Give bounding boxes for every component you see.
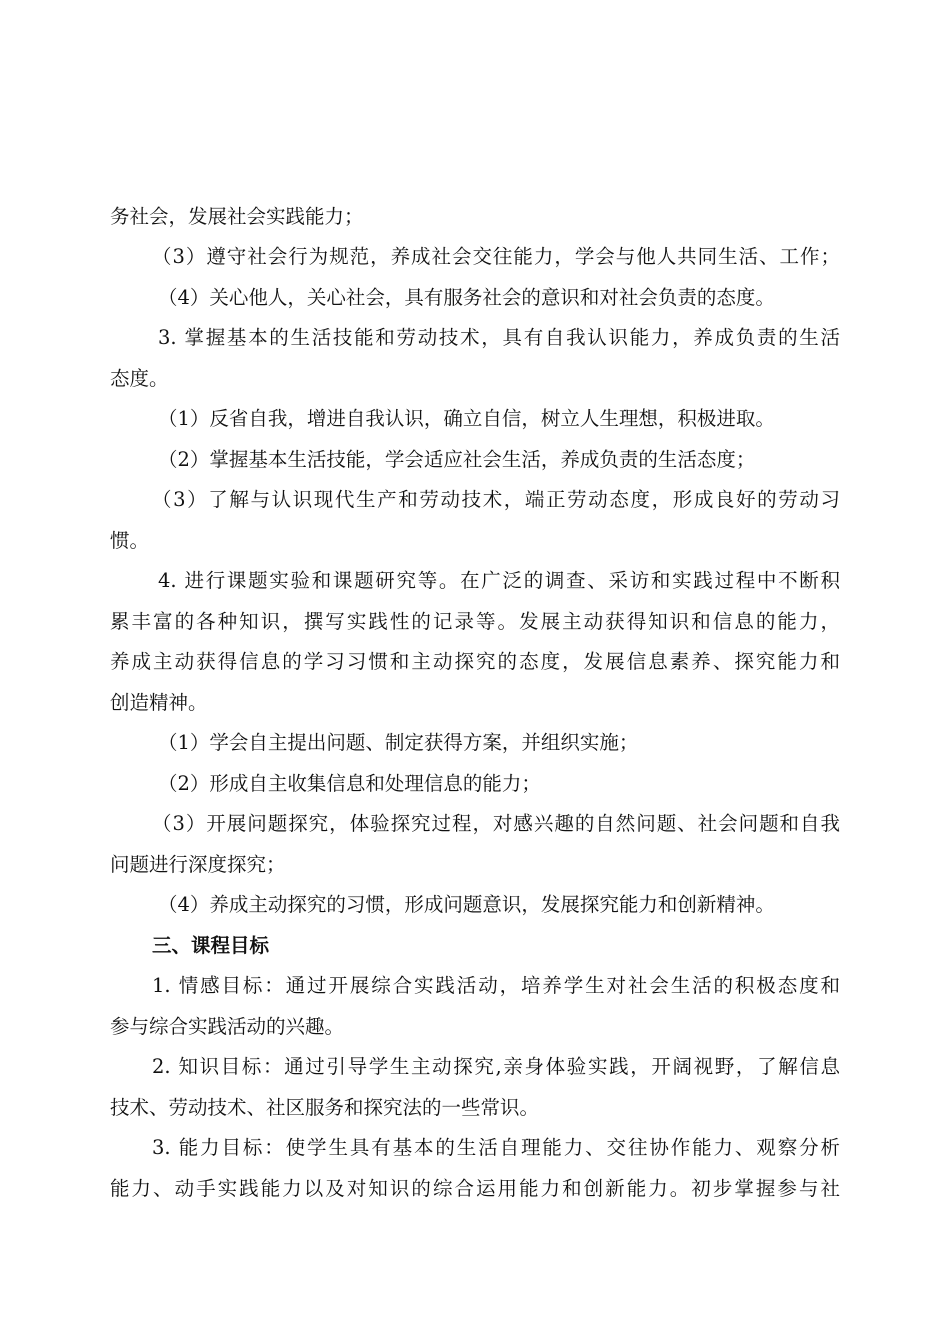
- paragraph-line: 问题进行深度探究；: [110, 853, 286, 876]
- paragraph-line: 创造精神。: [110, 691, 208, 714]
- paragraph-line: 累丰富的各种知识，撰写实践性的记录等。发展主动获得知识和信息的能力，: [110, 610, 840, 633]
- list-item-line: （1）反省自我，增进自我认识，确立自信，树立人生理想，积极进取。: [158, 407, 775, 430]
- list-item-line: （4）养成主动探究的习惯，形成问题意识，发展探究能力和创新精神。: [158, 893, 775, 916]
- paragraph-line: 1. 情感目标：通过开展综合实践活动，培养学生对社会生活的积极态度和: [152, 974, 840, 997]
- section-heading: 三、课程目标: [152, 934, 270, 957]
- paragraph-line: 务社会，发展社会实践能力；: [110, 205, 364, 228]
- paragraph-line: 3. 掌握基本的生活技能和劳动技术，具有自我认识能力，养成负责的生活: [158, 326, 840, 349]
- paragraph-line: 养成主动获得信息的学习习惯和主动探究的态度，发展信息素养、探究能力和: [110, 650, 840, 673]
- paragraph-line: 2. 知识目标：通过引导学生主动探究,亲身体验实践，开阔视野，了解信息: [152, 1055, 840, 1078]
- paragraph-line: 技术、劳动技术、社区服务和探究法的一些常识。: [110, 1096, 540, 1119]
- list-item-line: （2）掌握基本生活技能，学会适应社会生活，养成负责的生活态度；: [158, 448, 756, 471]
- paragraph-line: 3. 能力目标：使学生具有基本的生活自理能力、交往协作能力、观察分析: [152, 1136, 840, 1159]
- paragraph-line: 4. 进行课题实验和课题研究等。在广泛的调查、采访和实践过程中不断积: [158, 569, 840, 592]
- list-item-line: （3）开展问题探究，体验探究过程，对感兴趣的自然问题、社会问题和自我: [152, 812, 840, 835]
- list-item-line: （3）了解与认识现代生产和劳动技术，端正劳动态度，形成良好的劳动习: [152, 488, 840, 511]
- paragraph-line: 惯。: [110, 529, 150, 552]
- list-item-line: （4）关心他人，关心社会，具有服务社会的意识和对社会负责的态度。: [158, 286, 775, 309]
- list-item-line: （2）形成自主收集信息和处理信息的能力；: [158, 772, 541, 795]
- list-item-line: （1）学会自主提出问题、制定获得方案，并组织实施；: [158, 731, 639, 754]
- paragraph-line: 能力、动手实践能力以及对知识的综合运用能力和创新能力。初步掌握参与社: [110, 1177, 840, 1200]
- paragraph-line: 参与综合实践活动的兴趣。: [110, 1015, 345, 1038]
- paragraph-line: 态度。: [110, 367, 169, 390]
- list-item-line: （3）遵守社会行为规范，养成社会交往能力，学会与他人共同生活、工作；: [152, 245, 840, 268]
